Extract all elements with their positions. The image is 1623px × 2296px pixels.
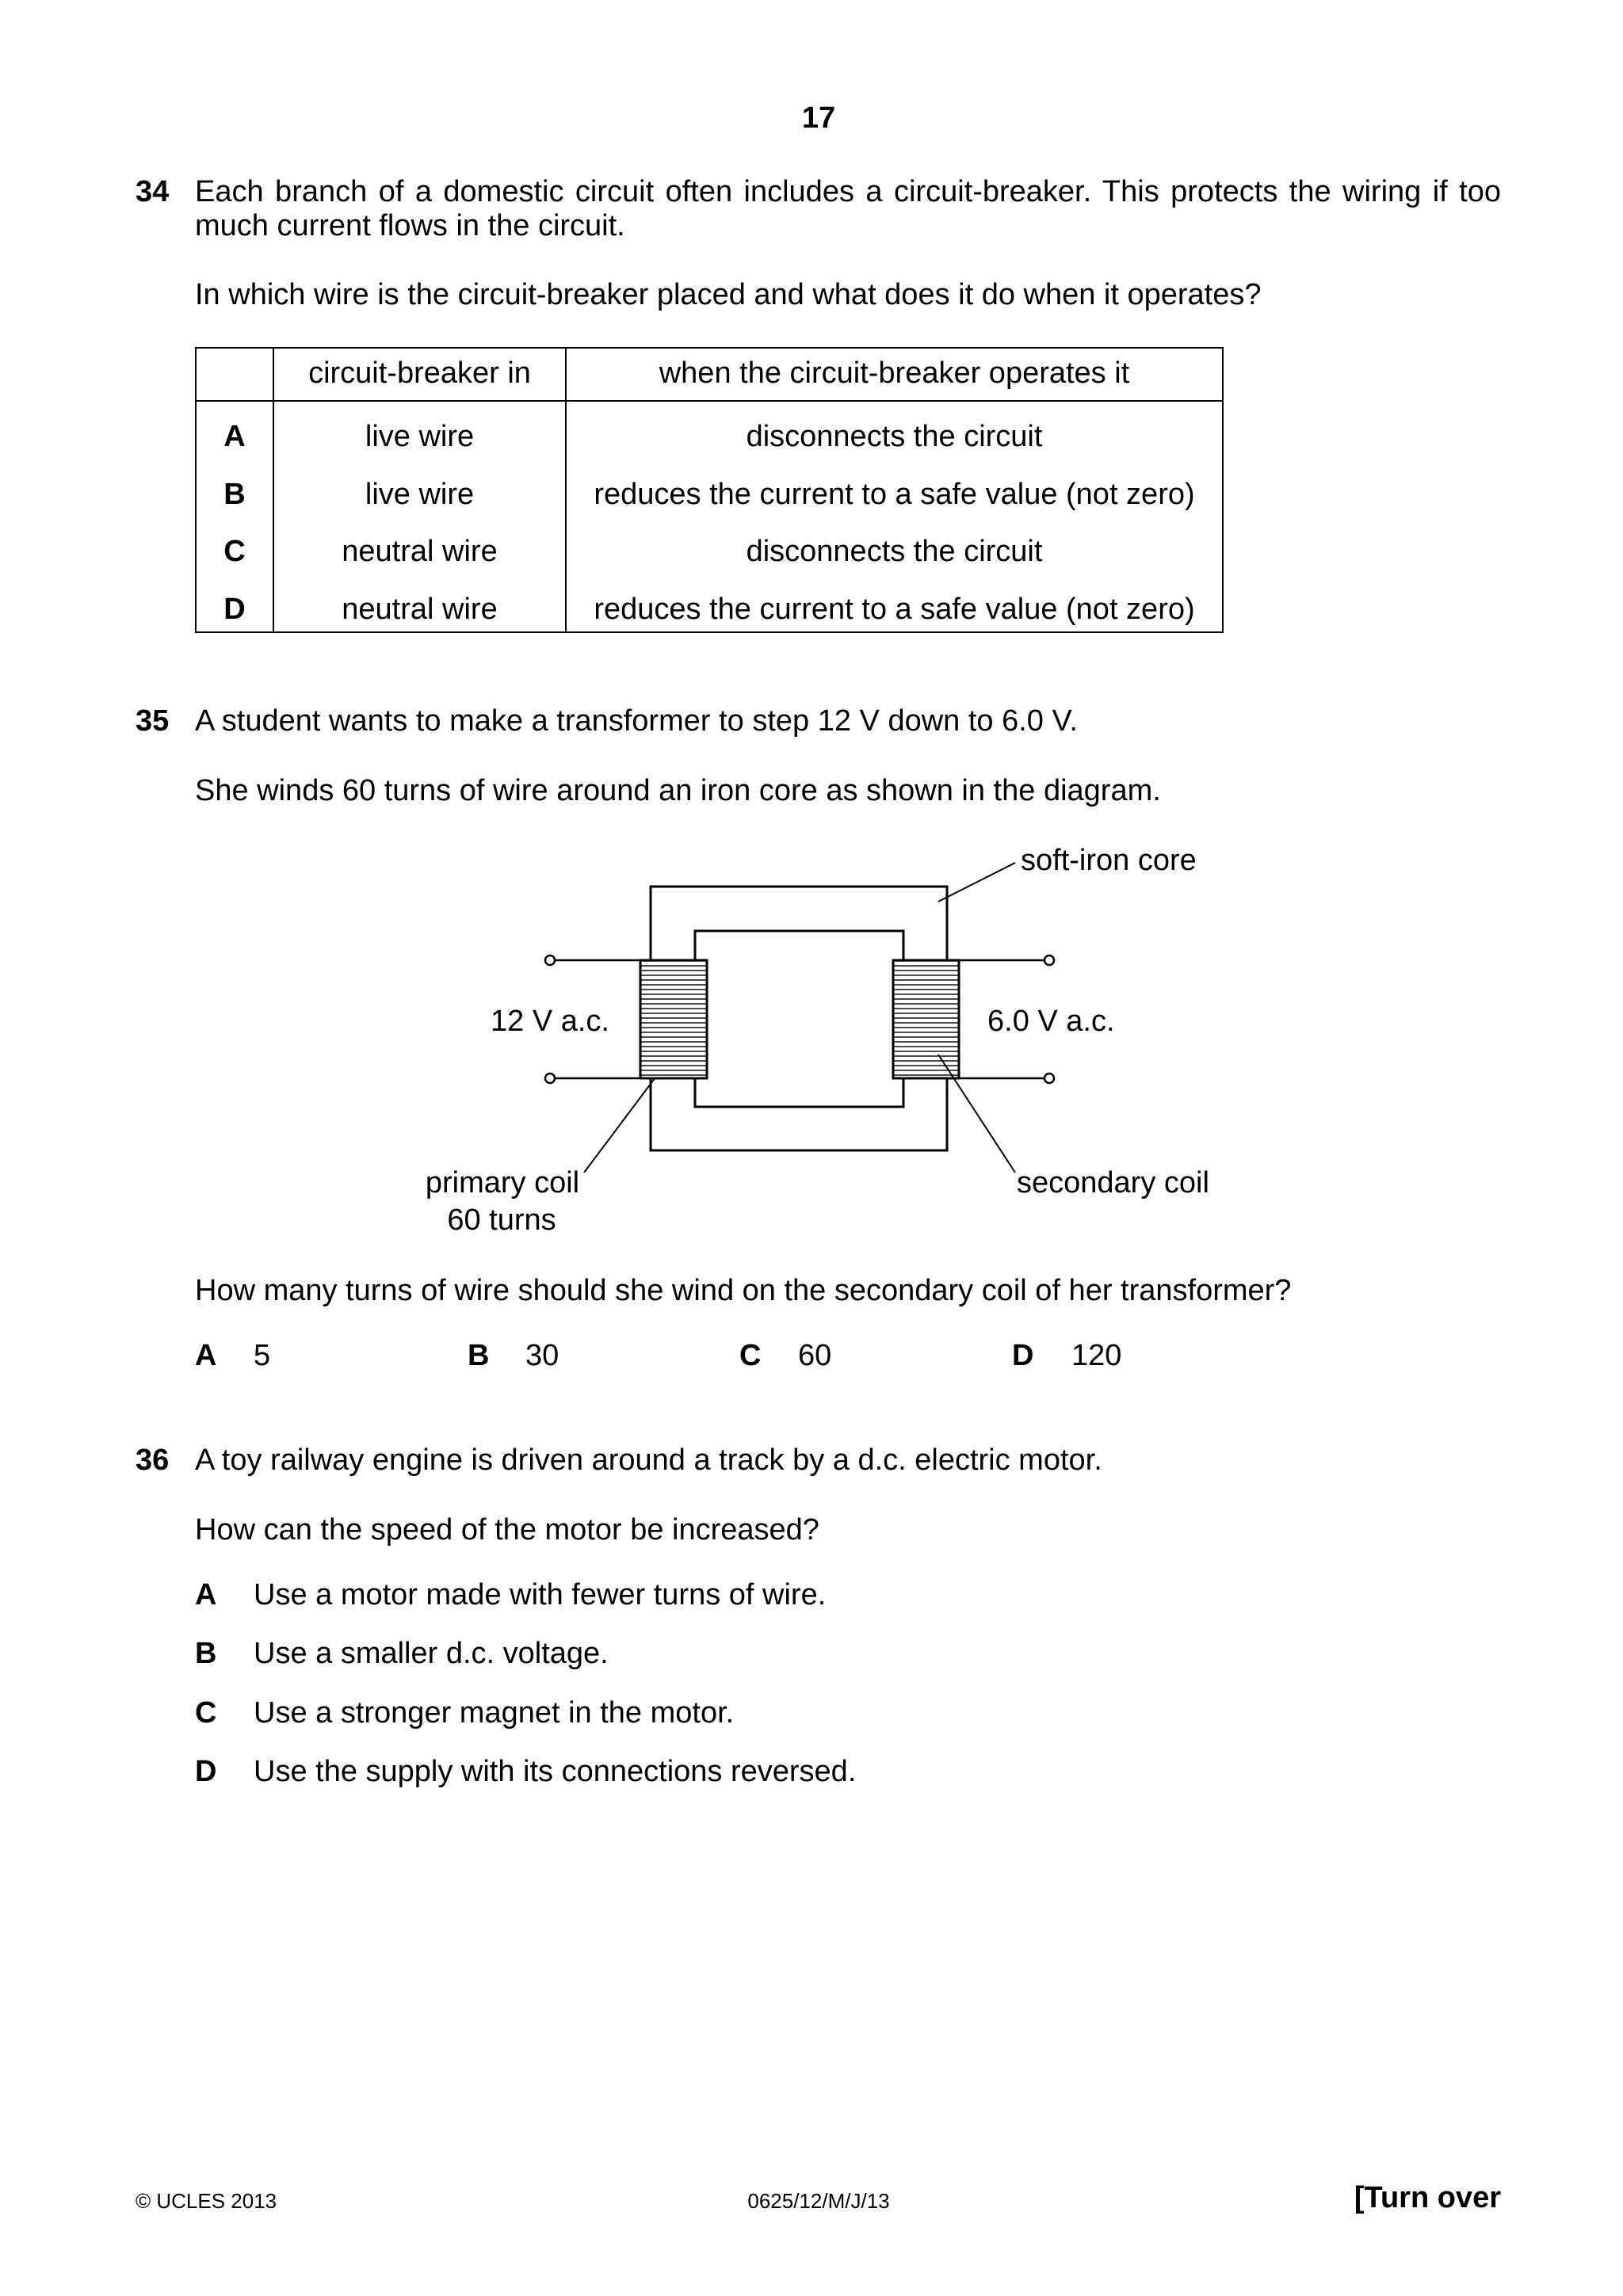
input-terminal xyxy=(545,955,555,965)
table-row-option: B xyxy=(223,478,246,511)
option-letter: A xyxy=(195,1578,217,1611)
transformer-diagram xyxy=(396,840,1236,1244)
question-34-prompt: In which wire is the circuit-breaker placed and what does it do when it operates? xyxy=(195,278,1262,311)
option-value: 120 xyxy=(1071,1339,1122,1372)
table-row-wire: live wire xyxy=(365,420,475,453)
option-text: Use the supply with its connections reversed. xyxy=(254,1755,857,1788)
question-36-text: A toy railway engine is driven around a track by a d.c. electric motor. xyxy=(195,1444,1102,1477)
option-value: 5 xyxy=(254,1339,271,1372)
table-row-action: reduces the current to a safe value (not zero) xyxy=(594,478,1195,511)
table-header-circuit-breaker-in: circuit-breaker in xyxy=(308,357,531,390)
question-number-36: 36 xyxy=(136,1444,170,1477)
table-header-divider xyxy=(197,400,1222,402)
input-voltage-label: 12 V a.c. xyxy=(491,1005,609,1038)
question-35-text: A student wants to make a transformer to step 12 V down to 6.0 V. xyxy=(195,704,1078,738)
table-row-wire: neutral wire xyxy=(342,535,498,568)
question-34-text-line-1: Each branch of a domestic circuit often includes a circuit-breaker. This protects the wiring if too xyxy=(195,175,1501,208)
input-terminal xyxy=(545,1074,555,1083)
page-number: 17 xyxy=(801,101,836,135)
core-label: soft-iron core xyxy=(1021,844,1197,877)
option-value: 30 xyxy=(525,1339,559,1372)
table-row-wire: neutral wire xyxy=(342,593,498,626)
option-letter: C xyxy=(195,1696,217,1730)
output-terminal xyxy=(1044,955,1054,965)
secondary-coil-label: secondary coil xyxy=(1017,1166,1209,1199)
primary-coil xyxy=(640,960,707,1078)
option-letter: A xyxy=(195,1339,217,1372)
table-row-option: C xyxy=(223,535,246,568)
circuit-breaker-table xyxy=(195,347,1224,633)
footer-turn-over: [Turn over xyxy=(1354,2181,1501,2214)
primary-label-leader xyxy=(584,1077,655,1173)
footer-paper-code: 0625/12/M/J/13 xyxy=(747,2189,890,2213)
option-value: 60 xyxy=(798,1339,832,1372)
question-36-prompt: How can the speed of the motor be increased? xyxy=(195,1513,819,1547)
table-row-wire: live wire xyxy=(365,478,475,511)
primary-turns-label: 60 turns xyxy=(447,1203,556,1237)
table-header-when-operates: when the circuit-breaker operates it xyxy=(659,357,1130,390)
secondary-coil xyxy=(893,960,959,1078)
option-letter: D xyxy=(195,1755,217,1788)
question-number-35: 35 xyxy=(136,704,170,738)
option-letter: D xyxy=(1012,1339,1034,1372)
core-inner-edge xyxy=(695,931,903,1107)
output-terminal xyxy=(1044,1074,1054,1083)
output-voltage-label: 6.0 V a.c. xyxy=(987,1005,1115,1038)
option-text: Use a smaller d.c. voltage. xyxy=(254,1637,609,1670)
table-row-action: disconnects the circuit xyxy=(746,535,1043,568)
primary-coil-label: primary coil xyxy=(425,1166,580,1199)
question-35-text-2: She winds 60 turns of wire around an iron core as shown in the diagram. xyxy=(195,774,1161,807)
question-number-34: 34 xyxy=(136,175,170,208)
option-letter: C xyxy=(739,1339,762,1372)
table-row-option: A xyxy=(223,420,246,453)
table-row-option: D xyxy=(223,593,246,626)
option-letter: B xyxy=(468,1339,490,1372)
core-label-leader xyxy=(938,863,1015,902)
question-35-prompt: How many turns of wire should she wind on the secondary coil of her transformer? xyxy=(195,1274,1292,1307)
option-text: Use a motor made with fewer turns of wire. xyxy=(254,1578,827,1611)
question-34-text-line-2: much current flows in the circuit. xyxy=(195,209,625,242)
table-row-action: disconnects the circuit xyxy=(746,420,1043,453)
table-row-action: reduces the current to a safe value (not zero) xyxy=(594,593,1195,626)
secondary-label-leader xyxy=(938,1055,1015,1173)
option-text: Use a stronger magnet in the motor. xyxy=(254,1696,735,1730)
option-letter: B xyxy=(195,1637,217,1670)
footer-copyright: © UCLES 2013 xyxy=(136,2189,277,2213)
